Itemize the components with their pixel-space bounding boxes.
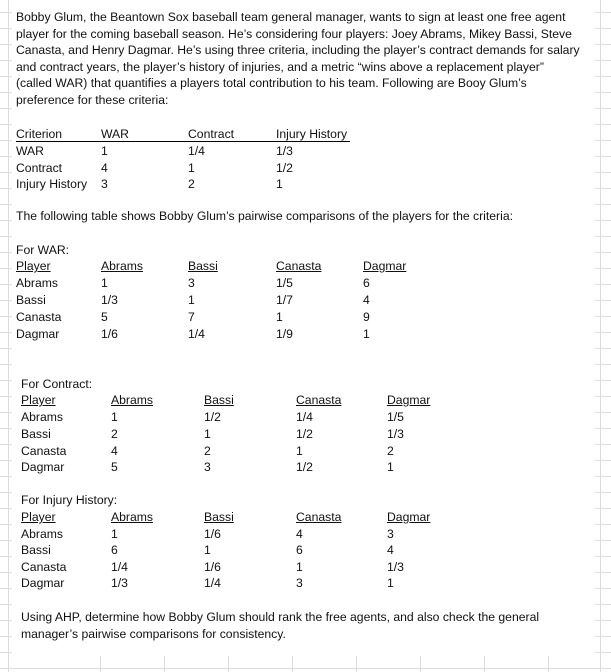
injury-cell: 6	[111, 543, 118, 557]
war-cell: 1/5	[276, 276, 293, 290]
contract-cell: 1/2	[204, 410, 221, 424]
war-cell: 1	[188, 293, 195, 307]
war-row-label: Bassi	[16, 293, 46, 307]
criteria-row-label: WAR	[16, 144, 44, 158]
contract-title: For Contract:	[21, 377, 93, 391]
criteria-header-injury: Injury History	[276, 127, 348, 141]
war-cell: 1	[101, 276, 108, 290]
injury-cell: 4	[387, 543, 394, 557]
contract-cell: 2	[111, 427, 118, 441]
war-cell: 4	[363, 293, 370, 307]
war-cell: 1	[276, 310, 283, 324]
war-title: For WAR:	[16, 243, 70, 257]
war-cell: 3	[188, 276, 195, 290]
injury-header-bassi: Bassi	[204, 510, 234, 524]
contract-row-label: Bassi	[21, 427, 51, 441]
contract-header-dagmar: Dagmar	[387, 393, 431, 407]
contract-cell: 1	[204, 427, 211, 441]
criteria-row-label: Contract	[16, 161, 63, 175]
contract-cell: 3	[204, 460, 211, 474]
war-cell: 1	[363, 327, 370, 341]
contract-cell: 4	[111, 444, 118, 458]
injury-cell: 1/3	[111, 576, 128, 590]
criteria-header-contract: Contract	[188, 127, 235, 141]
war-row-label: Canasta	[16, 310, 62, 324]
contract-row-label: Dagmar	[21, 460, 65, 474]
injury-cell: 6	[296, 543, 303, 557]
contract-row-label: Canasta	[21, 444, 67, 458]
criteria-cell: 1	[188, 161, 195, 175]
injury-cell: 1	[387, 576, 394, 590]
war-cell: 1/9	[276, 327, 293, 341]
injury-cell: 1/6	[204, 527, 221, 541]
pairwise-intro: The following table shows Bobby Glum’s pairwise comparisons of the players for the criteria:	[16, 209, 513, 223]
contract-cell: 1/5	[387, 410, 404, 424]
contract-cell: 5	[111, 460, 118, 474]
injury-title: For Injury History:	[21, 493, 118, 507]
injury-cell: 3	[296, 576, 303, 590]
contract-row-label: Abrams	[21, 410, 63, 424]
injury-cell: 3	[387, 527, 394, 541]
injury-row-label: Abrams	[21, 527, 63, 541]
war-header-bassi: Bassi	[188, 259, 218, 273]
contract-cell: 1/2	[296, 460, 313, 474]
injury-cell: 1/3	[387, 560, 404, 574]
criteria-row-label: Injury History	[16, 177, 88, 191]
war-cell: 1/7	[276, 293, 293, 307]
criteria-cell: 3	[101, 177, 108, 191]
contract-cell: 1/4	[296, 410, 313, 424]
criteria-header-criterion: Criterion	[16, 127, 63, 141]
injury-header-abrams: Abrams	[111, 510, 153, 524]
injury-cell: 1	[204, 543, 211, 557]
injury-cell: 1	[296, 560, 303, 574]
contract-cell: 1/2	[296, 427, 313, 441]
contract-cell: 2	[204, 444, 211, 458]
injury-header-canasta: Canasta	[296, 510, 342, 524]
contract-header-abrams: Abrams	[111, 393, 153, 407]
war-cell: 9	[363, 310, 370, 324]
war-cell: 7	[188, 310, 195, 324]
war-cell: 1/6	[101, 327, 118, 341]
contract-cell: 1/3	[387, 427, 404, 441]
war-cell: 1/4	[188, 327, 205, 341]
injury-header-player: Player	[21, 510, 56, 524]
contract-header-bassi: Bassi	[204, 393, 234, 407]
injury-header-dagmar: Dagmar	[387, 510, 431, 524]
criteria-cell: 2	[188, 177, 195, 191]
war-row-label: Dagmar	[16, 327, 60, 341]
contract-cell: 1	[111, 410, 118, 424]
criteria-cell: 4	[101, 161, 108, 175]
contract-cell: 1	[296, 444, 303, 458]
contract-header-player: Player	[21, 393, 56, 407]
war-row-label: Abrams	[16, 276, 58, 290]
injury-row-label: Dagmar	[21, 576, 65, 590]
criteria-cell: 1	[276, 177, 283, 191]
war-header-dagmar: Dagmar	[363, 259, 407, 273]
closing-paragraph: Using AHP, determine how Bobby Glum should rank the free agents, and also check the general manager’s pairwise comparisons for consistency.	[21, 610, 540, 641]
war-header-player: Player	[16, 259, 51, 273]
injury-row-label: Canasta	[21, 560, 67, 574]
war-header-canasta: Canasta	[276, 259, 322, 273]
injury-row-label: Bassi	[21, 543, 51, 557]
injury-cell: 1/6	[204, 560, 221, 574]
contract-cell: 2	[387, 444, 394, 458]
war-cell: 5	[101, 310, 108, 324]
criteria-cell: 1/3	[276, 144, 293, 158]
criteria-cell: 1	[101, 144, 108, 158]
war-cell: 6	[363, 276, 370, 290]
contract-header-canasta: Canasta	[296, 393, 342, 407]
injury-cell: 1/4	[204, 576, 221, 590]
criteria-cell: 1/2	[276, 161, 293, 175]
injury-cell: 1/4	[111, 560, 128, 574]
injury-cell: 4	[296, 527, 303, 541]
war-header-abrams: Abrams	[101, 259, 143, 273]
injury-cell: 1	[111, 527, 118, 541]
criteria-header-war: WAR	[101, 127, 129, 141]
intro-paragraph: Bobby Glum, the Beantown Sox baseball team general manager, wants to sign at least one free agent player for the coming baseball season. He’s considering four players: Joey Abrams, Mikey Bassi, Steve Canasta, and Henry Dagmar. He’s using three criteria, including the player’s contract demands for salary and contract years, the player’s history of injuries, and a metric “wins above a replacement player” (called WAR) that quantifies a players total contribution to his team. Following are Booy Glum’s preference for these criteria:	[16, 10, 580, 107]
war-cell: 1/3	[101, 293, 118, 307]
criteria-cell: 1/4	[188, 144, 205, 158]
contract-cell: 1	[387, 460, 394, 474]
